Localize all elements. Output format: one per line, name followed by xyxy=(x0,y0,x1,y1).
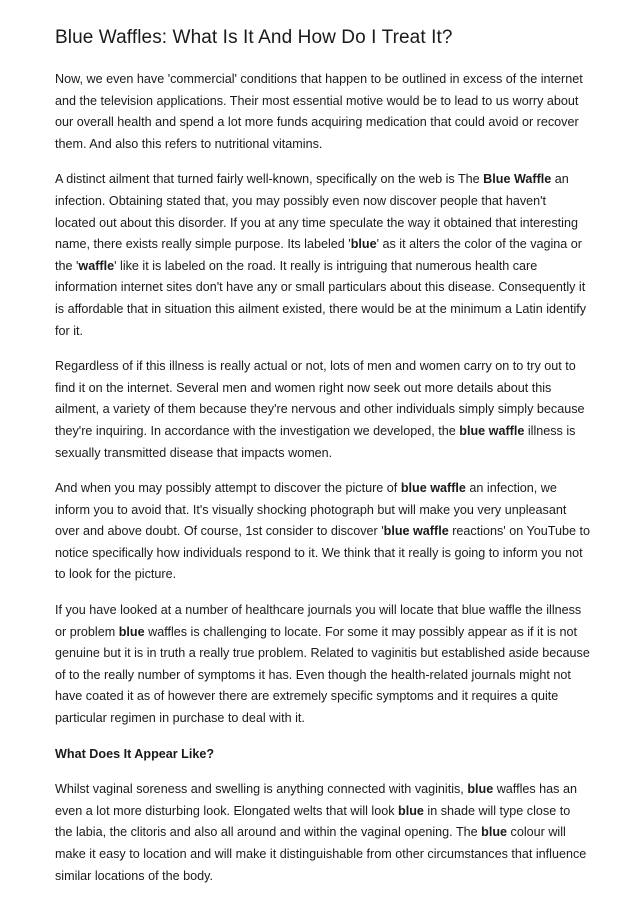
section-heading: What Does It Appear Like? xyxy=(55,746,215,761)
paragraph-3-text: illness is sexually transmitted disease that impacts women. xyxy=(55,423,576,460)
paragraph-5-text: waffles is challenging to locate. For some it may possibly appear as if it is not genuine but it is in truth a really true problem. Related to vaginitis but established aside because of to the really number of symptoms it has. Even though the health-related journals might not have coated it as of however there are extremely specific symptoms and it requires a quite particular regimen in purchase to deal with it. xyxy=(55,624,590,726)
paragraph-2-text: ' like it is labeled on the road. It really is intriguing that numerous health care information internet sites don't have any or small particulars about this disease. Consequently it is affordable that in situation this ailment existed, there would be at the minimum a Latin identify for it. xyxy=(55,258,587,338)
paragraph-6-text: waffles has an even a lot more disturbing look. Elongated welts that will look xyxy=(55,782,577,818)
paragraph-3-bold: blue waffle xyxy=(459,423,525,438)
paragraph-4-text: reactions' on YouTube to notice specifically how individuals respond to it. We think that it really is going to inform you not to look for the picture. xyxy=(55,524,590,582)
paragraph-1: Now, we even have 'commercial' conditions that happen to be outlined in excess of the internet and the television applications. Their most essential motive would be to lead to us worry about our overall health and spend a lot more funds acquiring medication that could avoid or recover them. And also this refers to nutritional vitamins. xyxy=(55,72,583,151)
paragraph-4-bold: blue waffle xyxy=(383,524,449,539)
paragraph-2-text: ' as it alters the color of the vagina or the ' xyxy=(55,237,583,273)
paragraph-6-bold: blue xyxy=(467,782,494,797)
paragraph-2-bold: waffle xyxy=(78,258,115,273)
paragraph-6-text: Whilst vaginal soreness and swelling is anything connected with vaginitis, xyxy=(55,782,468,797)
paragraph-2-bold: blue xyxy=(350,237,377,252)
paragraph-4-bold: blue waffle xyxy=(400,481,466,496)
paragraph-3-text: Regardless of if this illness is really actual or not, lots of men and women carry on to try out to find it on the internet. Several men and women right now seek out more details about this ailment, a variety of them because they're nervous and other individuals simply simply because they're inquiring. In accordance with the investigation we developed, the xyxy=(55,359,585,438)
paragraph-6-text: colour will make it easy to location and will make it distinguishable from other circumstances that influence similar locations of the body. xyxy=(55,825,587,883)
paragraph-2 xyxy=(55,169,590,342)
paragraph-4 xyxy=(55,478,590,586)
page-title: Blue Waffles: What Is It And How Do I Treat It? xyxy=(55,27,453,48)
paragraph-6-bold: blue xyxy=(481,825,508,840)
paragraph-6-text: in shade will type close to the labia, the clitoris and also all around and within the vaginal opening. The xyxy=(55,803,571,840)
paragraph-5 xyxy=(55,600,590,730)
paragraph-4-text: And when you may possibly attempt to discover the picture of xyxy=(55,481,401,496)
paragraph-3 xyxy=(55,356,590,464)
paragraph-6-bold: blue xyxy=(398,803,424,818)
paragraph-6 xyxy=(55,779,590,887)
paragraph-2-bold: Blue Waffle xyxy=(483,172,552,187)
paragraph-5-text: If you have looked at a number of healthcare journals you will locate that blue waffle the illness or problem xyxy=(55,603,582,639)
document-page xyxy=(55,26,590,901)
paragraph-2-text: an infection. Obtaining stated that, you may possibly even now discover people that haven't located out about this disorder. If you at any time speculate the way it obtained that interesting name, there exists really simple purpose. Its labeled ' xyxy=(55,172,578,252)
paragraph-2-text: A distinct ailment that turned fairly well-known, specifically on the web is The xyxy=(55,172,484,187)
paragraph-4-text: an infection, we inform you to avoid that. It's visually shocking photograph but will make you very unpleasant over and above doubt. Of course, 1st consider to discover ' xyxy=(55,481,567,539)
paragraph-5-bold: blue xyxy=(118,624,145,639)
